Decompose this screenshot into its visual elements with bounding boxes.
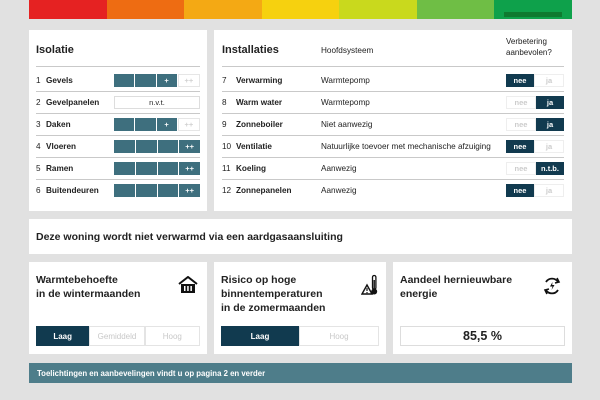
risico-title-line-1: Risico op hoge xyxy=(221,274,297,286)
row-number: 2 xyxy=(36,97,41,107)
row-label: Buitendeuren xyxy=(46,185,99,195)
indicator-yes: ja xyxy=(534,74,564,87)
rating-cell: ++ xyxy=(178,118,200,131)
isolatie-rating-bar xyxy=(114,162,200,175)
divider xyxy=(36,66,200,67)
indicator-yes: ja xyxy=(534,184,564,197)
column-header-system: Hoofdsysteem xyxy=(321,46,374,55)
indicator-no: nee xyxy=(506,162,536,175)
row-number: 11 xyxy=(222,163,231,173)
improvement-indicator xyxy=(506,140,564,153)
installatie-row xyxy=(214,95,572,109)
row-number: 3 xyxy=(36,119,41,129)
isolatie-row xyxy=(29,95,207,109)
row-label: Zonnepanelen xyxy=(236,185,292,195)
gas-notice-text: Deze woning wordt niet verwarmd via een aardgasaansluiting xyxy=(36,231,343,243)
rating-cell: + xyxy=(157,74,177,87)
warmtebehoefte-title-line-2: in de wintermaanden xyxy=(36,288,141,300)
isolatie-row xyxy=(29,117,207,131)
row-number: 9 xyxy=(222,119,227,129)
rating-cell xyxy=(158,140,179,153)
energy-class-a-plus-3 xyxy=(107,0,185,19)
installatie-row xyxy=(214,117,572,131)
improvement-indicator xyxy=(506,118,564,131)
isolatie-rating-bar xyxy=(114,140,200,153)
improvement-indicator xyxy=(506,96,564,109)
divider xyxy=(222,135,564,136)
warmtebehoefte-panel xyxy=(29,262,207,354)
risico-option-hoog: Hoog xyxy=(299,326,379,346)
energy-class-a-plus-1 xyxy=(262,0,340,19)
isolatie-row xyxy=(29,139,207,153)
rating-cell xyxy=(136,162,157,175)
risico-scale xyxy=(221,326,379,346)
improvement-indicator xyxy=(506,162,564,175)
rating-cell: + xyxy=(157,118,177,131)
row-number: 7 xyxy=(222,75,227,85)
energy-class-a-plus-4 xyxy=(29,0,107,19)
warmtebehoefte-option-laag: Laag xyxy=(36,326,89,346)
row-label: Koeling xyxy=(236,163,267,173)
risico-title xyxy=(221,273,325,315)
divider xyxy=(222,113,564,114)
row-label: Gevelpanelen xyxy=(46,97,100,107)
rating-cell xyxy=(158,162,179,175)
rating-not-applicable: n.v.t. xyxy=(114,96,200,109)
rating-cell: ++ xyxy=(178,74,200,87)
energy-class-a-plus-2 xyxy=(184,0,262,19)
rating-cell: ++ xyxy=(179,162,200,175)
divider xyxy=(36,135,200,136)
energy-class-a xyxy=(339,0,417,19)
warmtebehoefte-scale xyxy=(36,326,200,346)
footer-text: Toelichtingen en aanbevelingen vindt u op pagina 2 en verder xyxy=(37,368,266,378)
column-header-improvement-line-1: Verbetering xyxy=(506,37,547,46)
divider xyxy=(222,179,564,180)
rating-cell xyxy=(114,162,135,175)
improvement-indicator xyxy=(506,184,564,197)
rating-cell xyxy=(135,118,155,131)
indicator-yes: ja xyxy=(536,96,564,109)
renewable-cycle-icon xyxy=(542,276,562,296)
row-number: 4 xyxy=(36,141,41,151)
hernieuwbaar-title-line-1: Aandeel hernieuwbare xyxy=(400,274,513,286)
divider xyxy=(222,66,564,67)
hernieuwbaar-value: 85,5 % xyxy=(463,329,502,343)
column-header-improvement-line-2: aanbevolen? xyxy=(506,48,552,57)
rating-cell xyxy=(136,184,157,197)
row-number: 1 xyxy=(36,75,41,85)
row-system: Aanwezig xyxy=(321,163,357,173)
divider xyxy=(36,179,200,180)
hernieuwbaar-value-box xyxy=(400,326,565,346)
indicator-no: nee xyxy=(506,140,534,153)
warmtebehoefte-title xyxy=(36,273,140,301)
energy-class-b xyxy=(417,0,495,19)
isolatie-row xyxy=(29,161,207,175)
isolatie-title: Isolatie xyxy=(36,44,74,56)
warmtebehoefte-option-hoog: Hoog xyxy=(145,326,200,346)
row-number: 8 xyxy=(222,97,227,107)
rating-cell xyxy=(158,184,179,197)
divider xyxy=(36,157,200,158)
rating-cell xyxy=(114,118,134,131)
installatie-row xyxy=(214,183,572,197)
divider xyxy=(222,91,564,92)
row-system: Natuurlijke toevoer met mechanische afzuiging xyxy=(321,141,491,151)
warmtebehoefte-title-line-1: Warmtebehoefte xyxy=(36,274,118,286)
rating-cell: ++ xyxy=(179,184,200,197)
warmtebehoefte-option-gemiddeld: Gemiddeld xyxy=(89,326,144,346)
isolatie-rating-bar xyxy=(114,184,200,197)
indicator-yes: ja xyxy=(534,140,564,153)
rating-cell xyxy=(114,140,135,153)
gas-notice-panel xyxy=(29,219,572,254)
hernieuwbaar-panel xyxy=(393,262,572,354)
house-heat-icon xyxy=(178,276,198,294)
row-label: Zonneboiler xyxy=(236,119,283,129)
isolatie-row xyxy=(29,73,207,87)
row-number: 5 xyxy=(36,163,41,173)
indicator-no: nee xyxy=(506,184,534,197)
indicator-no: nee xyxy=(506,74,534,87)
isolatie-row xyxy=(29,183,207,197)
indicator-no: nee xyxy=(506,96,536,109)
row-label: Gevels xyxy=(46,75,73,85)
row-label: Daken xyxy=(46,119,71,129)
thermometer-warning-icon xyxy=(361,274,379,296)
row-system: Aanwezig xyxy=(321,185,357,195)
hernieuwbaar-title-line-2: energie xyxy=(400,288,438,300)
energy-label-strip xyxy=(29,0,572,19)
risico-title-line-3: in de zomermaanden xyxy=(221,302,326,314)
row-number: 12 xyxy=(222,185,232,195)
installatie-row xyxy=(214,73,572,87)
row-number: 6 xyxy=(36,185,41,195)
indicator-yes: ja xyxy=(536,118,564,131)
installaties-title: Installaties xyxy=(222,44,279,56)
improvement-indicator xyxy=(506,74,564,87)
isolatie-rating-bar xyxy=(114,74,200,87)
divider xyxy=(222,157,564,158)
row-label: Vloeren xyxy=(46,141,77,151)
row-system: Warmtepomp xyxy=(321,97,370,107)
indicator-no: nee xyxy=(506,118,536,131)
indicator-yes: n.t.b. xyxy=(536,162,564,175)
rating-cell xyxy=(114,74,134,87)
isolatie-rating-bar xyxy=(114,118,200,131)
row-number: 10 xyxy=(222,141,232,151)
footer-bar xyxy=(29,363,572,383)
installatie-row xyxy=(214,161,572,175)
risico-option-laag: Laag xyxy=(221,326,299,346)
installatie-row xyxy=(214,139,572,153)
row-system: Niet aanwezig xyxy=(321,119,373,129)
isolatie-rating-bar xyxy=(114,96,200,109)
divider xyxy=(36,113,200,114)
installaties-panel xyxy=(214,30,572,211)
risico-title-line-2: binnentemperaturen xyxy=(221,288,323,300)
row-label: Ramen xyxy=(46,163,74,173)
energy-class-current xyxy=(494,0,572,19)
rating-cell xyxy=(114,184,135,197)
risico-panel xyxy=(214,262,386,354)
hernieuwbaar-title xyxy=(400,273,512,301)
row-label: Warm water xyxy=(236,97,283,107)
row-label: Verwarming xyxy=(236,75,283,85)
rating-cell xyxy=(135,74,155,87)
rating-cell xyxy=(136,140,157,153)
row-label: Ventilatie xyxy=(236,141,272,151)
divider xyxy=(36,91,200,92)
isolatie-panel xyxy=(29,30,207,211)
row-system: Warmtepomp xyxy=(321,75,370,85)
rating-cell: ++ xyxy=(179,140,200,153)
column-header-improvement xyxy=(506,36,552,58)
